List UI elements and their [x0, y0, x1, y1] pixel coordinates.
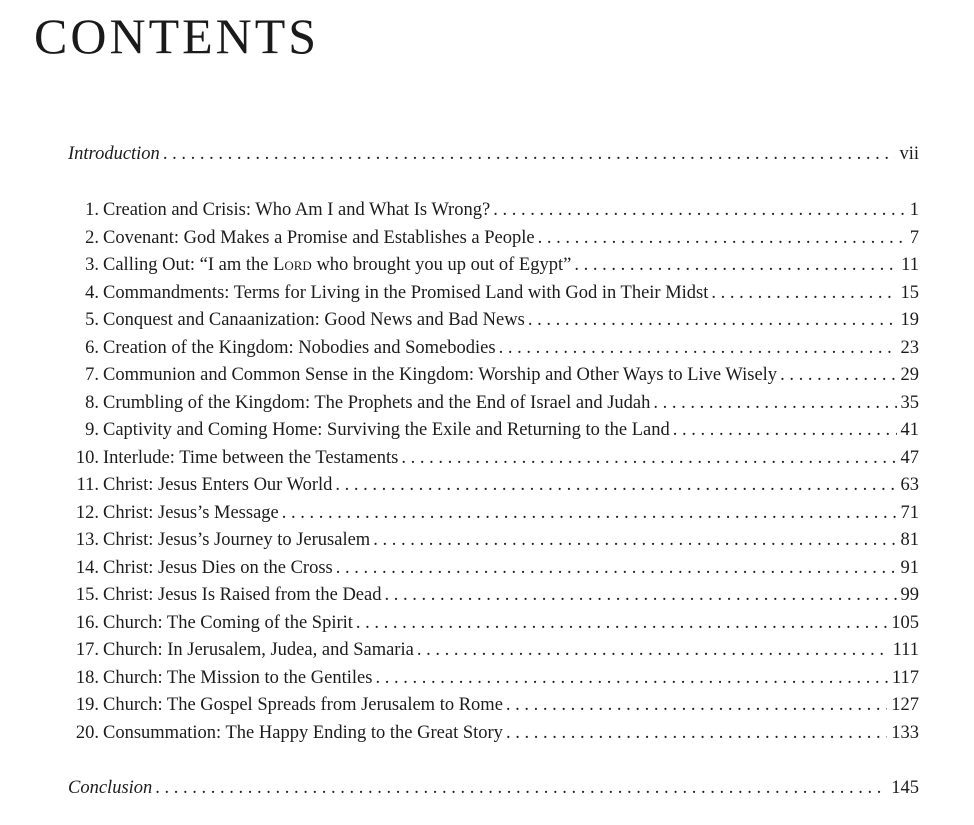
- dot-leader: [417, 637, 889, 663]
- chapter-number: 16.: [75, 612, 99, 633]
- chapter-number: 11.: [76, 475, 99, 495]
- toc-entry-chapter-10[interactable]: [68, 445, 919, 471]
- toc-entry-conclusion[interactable]: [68, 775, 919, 801]
- toc-entry-page: 7: [909, 227, 919, 248]
- toc-entry-chapter-7[interactable]: [68, 362, 919, 388]
- toc-entry-page: 1: [909, 200, 919, 220]
- toc-entry-title: Commandments: Terms for Living in the Promised Land with God in Their Midst: [103, 282, 709, 303]
- dot-leader: [574, 252, 897, 278]
- toc-entry-title: Christ: Jesus’s Message: [103, 502, 279, 523]
- toc-entry-page: 111: [892, 640, 919, 660]
- toc-entry-page: vii: [899, 144, 919, 164]
- dot-leader: [163, 141, 896, 167]
- toc-entry-title: Church: The Coming of the Spirit: [103, 612, 353, 633]
- chapter-number: 3.: [85, 255, 99, 275]
- toc-entry-title: Consummation: The Happy Ending to the Great Story: [103, 722, 503, 743]
- toc-entry-page: 47: [900, 447, 919, 468]
- dot-leader: [335, 472, 896, 498]
- chapter-number: 5.: [85, 310, 99, 330]
- toc-entry-title: Creation of the Kingdom: Nobodies and Somebodies: [103, 337, 496, 358]
- toc-entry-title: Church: The Gospel Spreads from Jerusalem to Rome: [103, 695, 503, 715]
- toc-entry-chapter-11[interactable]: [68, 472, 919, 498]
- dot-leader: [155, 775, 887, 801]
- dot-leader: [282, 500, 897, 526]
- toc-entry-chapter-9[interactable]: [68, 417, 919, 443]
- toc-entry-page: 133: [891, 722, 919, 743]
- toc-entry-title: Covenant: God Makes a Promise and Establishes a People: [103, 227, 535, 248]
- toc-entry-chapter-8[interactable]: [68, 390, 919, 416]
- chapter-number: 14.: [75, 557, 99, 578]
- dot-leader: [336, 555, 897, 581]
- chapter-number: 6.: [85, 337, 99, 358]
- toc-entry-page: 91: [900, 557, 919, 578]
- toc-entry-page: 81: [900, 530, 919, 550]
- toc-entry-chapter-16[interactable]: [68, 610, 919, 636]
- toc-entry-page: 15: [900, 282, 919, 303]
- toc-entry-title: Conquest and Canaanization: Good News and Bad News: [103, 310, 525, 330]
- chapter-number: 13.: [75, 530, 99, 550]
- toc-entry-page: 19: [900, 310, 919, 330]
- dot-leader: [653, 390, 896, 416]
- toc-entry-chapter-5[interactable]: [68, 307, 919, 333]
- dot-leader: [506, 720, 887, 746]
- toc-entry-title: Communion and Common Sense in the Kingdom: Worship and Other Ways to Live Wisely: [103, 365, 778, 385]
- chapter-number: 8.: [85, 392, 99, 413]
- toc-entry-chapter-13[interactable]: [68, 527, 919, 553]
- toc-entry-title: Crumbling of the Kingdom: The Prophets and the End of Israel and Judah: [103, 392, 651, 413]
- toc-entry-introduction[interactable]: [68, 141, 919, 167]
- dot-leader: [385, 582, 897, 608]
- dot-leader: [493, 197, 906, 223]
- toc-entry-title: Christ: Jesus Is Raised from the Dead: [103, 585, 382, 605]
- dot-leader: [373, 527, 896, 553]
- toc-entry-chapter-15[interactable]: [68, 582, 919, 608]
- chapter-number: 12.: [75, 502, 99, 523]
- toc-entry-chapter-20[interactable]: [68, 720, 919, 746]
- toc-entry-chapter-17[interactable]: [68, 637, 919, 663]
- toc-entry-title: Interlude: Time between the Testaments: [103, 447, 399, 468]
- toc-entry-page: 145: [891, 778, 919, 798]
- chapter-number: 9.: [85, 420, 99, 440]
- toc-entry-title: Church: In Jerusalem, Judea, and Samaria: [103, 640, 414, 660]
- toc-entry-page: 71: [900, 502, 919, 523]
- toc-entry-chapter-4[interactable]: [68, 280, 919, 306]
- toc-entry-chapter-2[interactable]: [68, 225, 919, 251]
- toc-entry-chapter-18[interactable]: [68, 665, 919, 691]
- chapter-number: 10.: [75, 447, 99, 468]
- toc-entry-title: Calling Out: “I am the Lord who brought you up out of Egypt”: [103, 255, 572, 275]
- toc-entry-chapter-6[interactable]: [68, 335, 919, 361]
- chapter-number: 17.: [75, 640, 99, 660]
- toc-entry-chapter-12[interactable]: [68, 500, 919, 526]
- dot-leader: [506, 692, 887, 718]
- toc-entry-page: 63: [900, 475, 919, 495]
- toc-entry-title: Church: The Mission to the Gentiles: [103, 667, 373, 688]
- toc-entry-chapter-14[interactable]: [68, 555, 919, 581]
- toc-entry-title: Introduction: [68, 144, 160, 164]
- dot-leader: [499, 335, 897, 361]
- toc-entry-title: Conclusion: [68, 778, 153, 798]
- dot-leader: [673, 417, 897, 443]
- toc-entry-page: 29: [900, 365, 919, 385]
- chapter-number: 20.: [75, 722, 99, 743]
- chapter-number: 1.: [85, 200, 99, 220]
- dot-leader: [356, 610, 887, 636]
- toc-entry-chapter-1[interactable]: [68, 197, 919, 223]
- toc-entry-page: 117: [891, 667, 919, 688]
- dot-leader: [538, 225, 906, 251]
- toc-entry-page: 105: [891, 612, 919, 633]
- toc-entry-title: Christ: Jesus Enters Our World: [103, 475, 333, 495]
- toc-entry-title: Captivity and Coming Home: Surviving the Exile and Returning to the Land: [103, 420, 670, 440]
- dot-leader: [780, 362, 896, 388]
- toc-entry-page: 127: [891, 695, 919, 715]
- chapter-number: 15.: [75, 585, 99, 605]
- toc-entry-page: 11: [901, 255, 919, 275]
- toc-entry-title: Christ: Jesus’s Journey to Jerusalem: [103, 530, 371, 550]
- toc-entry-page: 23: [900, 337, 919, 358]
- chapter-number: 18.: [75, 667, 99, 688]
- chapter-number: 2.: [85, 227, 99, 248]
- dot-leader: [711, 280, 896, 306]
- toc-entry-title: Creation and Crisis: Who Am I and What Is Wrong?: [103, 200, 491, 220]
- toc-entry-page: 35: [900, 392, 919, 413]
- toc-entry-page: 41: [900, 420, 919, 440]
- page-title: CONTENTS: [34, 8, 320, 64]
- chapter-number: 4.: [85, 282, 99, 303]
- toc-entry-title: Christ: Jesus Dies on the Cross: [103, 557, 333, 578]
- dot-leader: [401, 445, 896, 471]
- toc-entry-chapter-19[interactable]: [68, 692, 919, 718]
- chapter-number: 7.: [85, 365, 99, 385]
- toc-entry-page: 99: [900, 585, 919, 605]
- dot-leader: [375, 665, 887, 691]
- toc-entry-chapter-3[interactable]: [68, 252, 919, 278]
- dot-leader: [528, 307, 897, 333]
- small-caps-lord: Lord: [273, 255, 312, 275]
- chapter-number: 19.: [75, 695, 99, 715]
